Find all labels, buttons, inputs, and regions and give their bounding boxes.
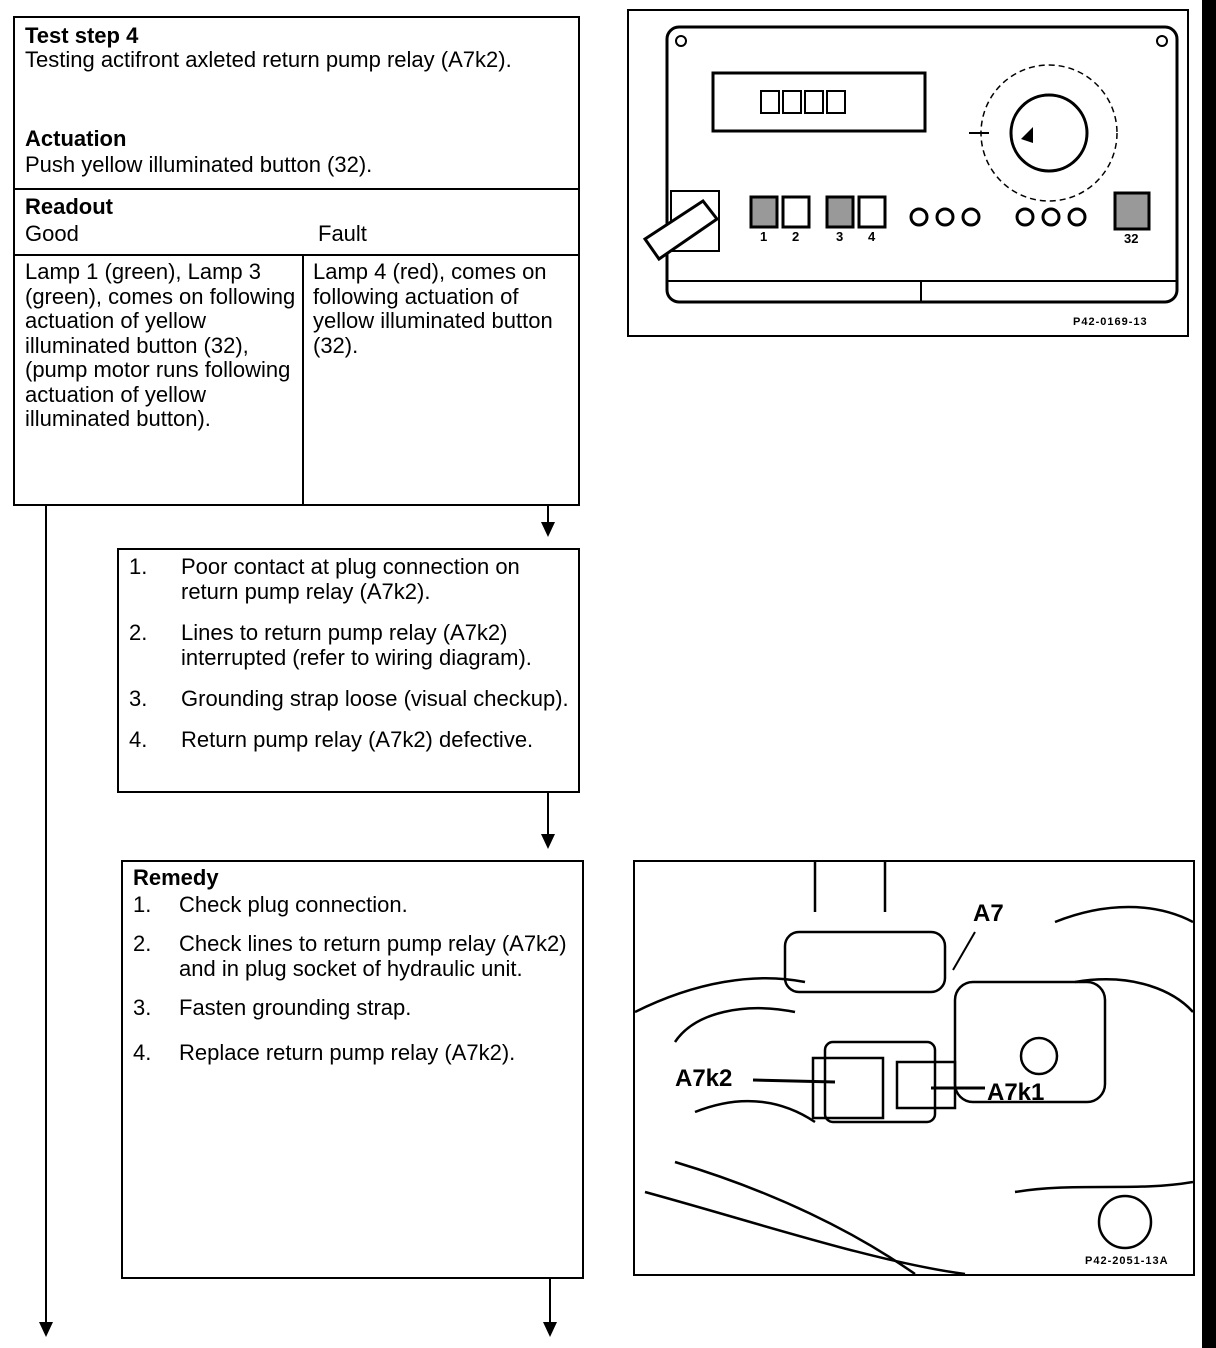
remedy-3-number: 3. (133, 995, 152, 1020)
label-a7k2: A7k2 (675, 1065, 733, 1092)
engine-figure (633, 860, 1195, 1276)
label-a7: A7 (973, 900, 1004, 927)
button-label-32: 32 (1124, 231, 1139, 246)
cause-3-number: 3. (129, 686, 148, 711)
remedy-1-text: Check plug connection. (179, 892, 408, 917)
remedy-1-number: 1. (133, 892, 152, 917)
cause-4-number: 4. (129, 727, 148, 752)
readout-good-text: Lamp 1 (green), Lamp 3 (green), comes on following actuation of yellow illuminated button (32), (pump motor runs following actuation of yellow illuminated button). (25, 259, 296, 431)
remedy-heading: Remedy (133, 865, 219, 890)
cause-1-text: Poor contact at plug connection on return pump relay (A7k2). (181, 554, 520, 604)
remedy-2-text: Check lines to return pump relay (A7k2) and in plug socket of hydraulic unit. (179, 931, 567, 981)
readout-fault-text: Lamp 4 (red), comes on following actuation of yellow illuminated button (32). (313, 259, 553, 358)
cause-2-text: Lines to return pump relay (A7k2) interrupted (refer to wiring diagram). (181, 620, 532, 670)
cause-4-text: Return pump relay (A7k2) defective. (181, 727, 534, 752)
cause-1-number: 1. (129, 554, 148, 579)
test-step-description: Testing actifront axleted return pump relay (A7k2). (25, 47, 512, 72)
button-label-2: 2 (792, 229, 800, 244)
causes-box (117, 548, 580, 793)
list-item (129, 686, 578, 711)
tester-illustration (629, 11, 1187, 335)
list-item (129, 554, 578, 604)
test-step-heading: Test step 4 (25, 23, 139, 48)
remedy-4-text: Replace return pump relay (A7k2). (179, 1040, 516, 1065)
readout-heading: Readout (25, 194, 113, 219)
list-item (129, 727, 578, 752)
figure-code: P42-0169-13 (1073, 316, 1148, 328)
list-item (133, 995, 582, 1020)
remedy-3-text: Fasten grounding strap. (179, 995, 412, 1020)
list-item (133, 931, 582, 981)
figure-code: P42-2051-13A (1085, 1255, 1169, 1267)
page-edge (1202, 0, 1216, 1348)
readout-fault-label: Fault (318, 221, 367, 246)
button-label-4: 4 (868, 229, 876, 244)
label-a7k1: A7k1 (987, 1079, 1045, 1106)
cause-2-number: 2. (129, 620, 148, 645)
remedy-4-number: 4. (133, 1040, 152, 1065)
remedy-2-number: 2. (133, 931, 152, 956)
list-item (133, 892, 582, 917)
actuation-text: Push yellow illuminated button (32). (25, 152, 373, 177)
actuation-heading: Actuation (25, 126, 127, 151)
list-item (129, 620, 578, 670)
button-label-1: 1 (760, 229, 768, 244)
button-label-3: 3 (836, 229, 844, 244)
tester-figure (627, 9, 1189, 337)
list-item (133, 1040, 582, 1065)
cause-3-text: Grounding strap loose (visual checkup). (181, 686, 569, 711)
readout-good-label: Good (25, 221, 79, 246)
remedy-box (121, 860, 584, 1279)
